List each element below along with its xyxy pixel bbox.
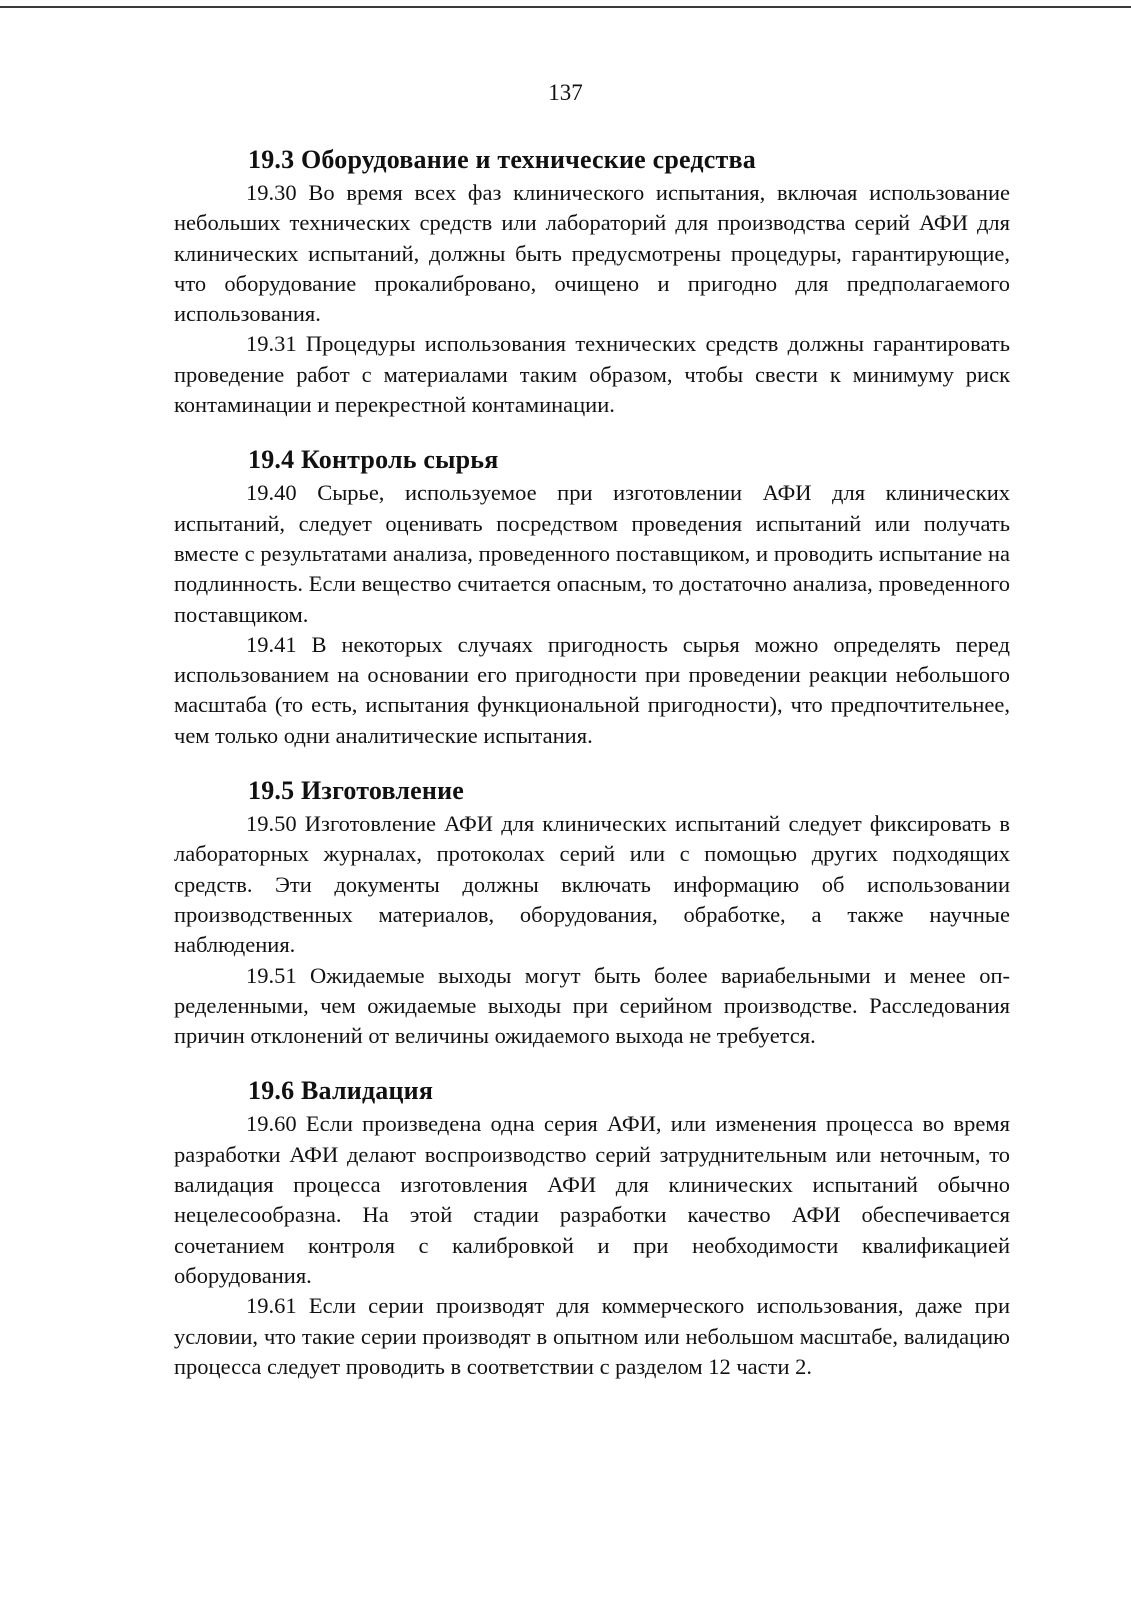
paragraph-19-30: 19.30 Во время всех фаз клинического испытания, включая использование небольших технических средств или лабораторий для производства серий АФИ для клинических испытаний, должны быть предусмотрены процедуры, гарантирующие, что оборудование прокалибровано, очищено и пригодно для предполагаемого использования. <box>174 180 1010 327</box>
top-edge-rule <box>0 6 1131 8</box>
section-19-5 <box>174 773 1010 1051</box>
paragraph-19-31: 19.31 Процедуры использования технических средств должны гарантировать проведение работ с материалами таким образом, чтобы свести к минимуму риск контаминации и перекрестной контаминации. <box>174 331 1010 418</box>
paragraph-19-61: 19.61 Если серии производят для коммерческого использования, даже при условии, что такие серии производят в опытном или небольшом масштабе, валидацию процесса следует проводить в соответствии с разделом 12 части 2. <box>174 1293 1010 1379</box>
document-body <box>174 142 1010 1382</box>
paragraph-19-60: 19.60 Если произведена одна серия АФИ, или изменения процесса во время разработки АФИ делают воспроизводство серий затруднительным или неточным, то валидация процесса изготовления АФИ для клинических испытаний обычно нецелесообразна. На этой стадии разработки качество АФИ обеспечивается сочетанием контроля с калибровкой и при необходимости квалификацией оборудования. <box>174 1111 1010 1288</box>
page-number: 137 <box>548 80 583 105</box>
paragraph-19-50: 19.50 Изготовление АФИ для клинических испытаний следует фиксировать в лабораторных журналах, протоколах серий или с помощью других подходящих средств. Эти документы должны включать информацию об использовании производственных материалов, оборудования, обработке, а также научные наблюдения. <box>174 811 1010 958</box>
section-heading: 19.6 Валидация <box>248 1076 434 1106</box>
section-heading: 19.4 Контроль сырья <box>248 445 499 475</box>
section-heading: 19.3 Оборудование и технические средства <box>248 145 756 174</box>
section-19-6 <box>174 1073 1010 1382</box>
section-19-3 <box>174 142 1010 420</box>
paragraph-19-41: 19.41 В некоторых случаях пригодность сырья можно определять перед использованием на основании его пригодности при проведении реакции небольшого масштаба (то есть, испытания функциональной пригодности), что предпочтительнее, чем только одни аналитические испытания. <box>174 631 1010 748</box>
paragraph-19-51: 19.51 Ожидаемые выходы могут быть более вариабельными и менее определенными, чем ожидаемые выходы при серийном производстве. Расследования причин отклонений от величины ожидаемого выхода не требуется. <box>174 962 1010 1049</box>
paragraph-19-40: 19.40 Сырье, используемое при изготовлении АФИ для клинических испытаний, следует оценивать посредством проведения испытаний или получать вместе с результатами анализа, проведенного поставщиком, и проводить испытание на подлинность. Если вещество считается опасным, то достаточно анализа, проведенного поставщиком. <box>174 480 1010 627</box>
section-heading: 19.5 Изготовление <box>248 776 464 806</box>
section-19-4 <box>174 442 1010 751</box>
